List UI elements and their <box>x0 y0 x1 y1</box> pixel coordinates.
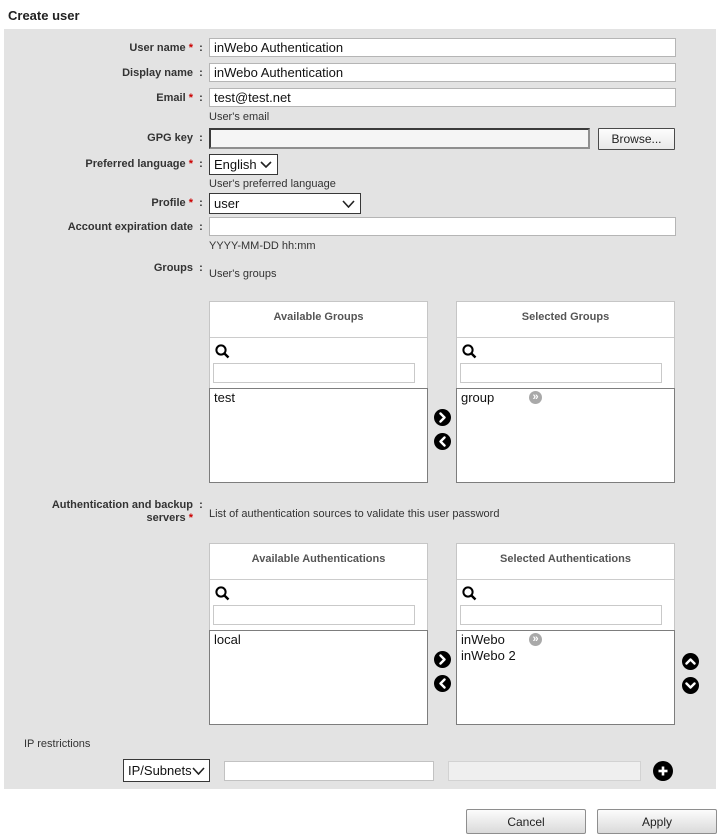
gpg-key-row <box>4 128 716 150</box>
list-item-label: inWebo 2 <box>461 648 516 663</box>
page-title: Create user <box>8 8 80 23</box>
available-groups-listbox[interactable] <box>209 388 428 483</box>
user-name-label: User name * <box>129 42 193 54</box>
label-colon: : <box>199 221 203 233</box>
form-actions <box>0 809 717 834</box>
move-left-button[interactable] <box>434 433 451 450</box>
move-left-button[interactable] <box>434 675 451 692</box>
groups-move-buttons <box>428 301 456 483</box>
required-marker: * <box>188 158 193 170</box>
available-authentications-listbox[interactable] <box>209 630 428 725</box>
email-helper: User's email <box>209 111 270 123</box>
move-right-button[interactable] <box>434 409 451 426</box>
auth-servers-helper: List of authentication sources to validate this user password <box>209 508 500 520</box>
available-authentications-panel <box>209 543 428 725</box>
profile-select[interactable] <box>209 193 361 214</box>
required-marker: * <box>188 42 193 54</box>
label-colon: : <box>199 42 203 54</box>
selected-authentications-listbox[interactable] <box>456 630 675 725</box>
available-groups-search-input[interactable] <box>213 363 415 383</box>
search-icon <box>214 585 231 602</box>
search-icon <box>461 343 478 360</box>
auth-servers-row <box>4 495 716 525</box>
ip-restriction-type-value: IP/Subnets <box>128 763 192 778</box>
profile-value: user <box>214 196 240 211</box>
label-colon: : <box>199 67 203 79</box>
move-up-button[interactable] <box>682 653 699 670</box>
user-name-input[interactable] <box>209 38 676 57</box>
groups-label: Groups <box>153 262 193 274</box>
browse-button[interactable]: Browse... <box>598 128 675 150</box>
display-name-row <box>4 63 716 82</box>
available-authentications-search-input[interactable] <box>213 605 415 625</box>
ip-restrictions-row <box>123 759 716 782</box>
preferred-language-value: English <box>214 157 257 172</box>
groups-row <box>4 258 716 280</box>
required-marker: * <box>188 92 193 104</box>
label-colon: : <box>199 262 203 274</box>
auth-picker <box>209 543 716 725</box>
move-down-button[interactable] <box>682 677 699 694</box>
selected-groups-title: Selected Groups <box>457 302 674 338</box>
move-right-button[interactable] <box>434 651 451 668</box>
profile-label: Profile * <box>151 197 193 209</box>
selected-groups-panel <box>456 301 675 483</box>
ip-restriction-type-select[interactable] <box>123 759 210 782</box>
list-item[interactable] <box>457 647 674 663</box>
gpg-key-label: GPG key <box>147 132 193 144</box>
preferred-language-select[interactable] <box>209 154 278 175</box>
account-expiration-label: Account expiration date <box>67 221 193 233</box>
account-expiration-helper: YYYY-MM-DD hh:mm <box>209 240 316 252</box>
chevron-down-icon <box>192 767 205 775</box>
label-colon: : <box>199 197 203 209</box>
display-name-label: Display name <box>122 67 193 79</box>
account-expiration-input[interactable] <box>209 217 676 236</box>
selected-authentications-search-input[interactable] <box>460 605 662 625</box>
double-chevron-badge: » <box>529 391 542 404</box>
profile-row <box>4 193 716 214</box>
auth-picker-row <box>4 543 716 725</box>
preferred-language-label: Preferred language * <box>85 158 193 170</box>
label-colon: : <box>199 132 203 144</box>
display-name-input[interactable] <box>209 63 676 82</box>
required-marker: * <box>188 512 193 524</box>
ip-restrictions-label: IP restrictions <box>24 738 91 750</box>
email-label: Email * <box>156 92 193 104</box>
selected-authentications-title: Selected Authentications <box>457 544 674 580</box>
label-colon: : <box>199 499 203 511</box>
chevron-down-icon <box>342 200 355 208</box>
required-marker: * <box>188 197 193 209</box>
auth-order-buttons <box>675 543 699 725</box>
add-ip-restriction-button[interactable] <box>653 761 673 781</box>
label-colon: : <box>199 92 203 104</box>
selected-groups-search-input[interactable] <box>460 363 662 383</box>
user-name-row <box>4 38 716 57</box>
email-input[interactable] <box>209 88 676 107</box>
search-icon <box>461 585 478 602</box>
available-groups-title: Available Groups <box>210 302 427 338</box>
create-user-form-panel <box>4 29 716 789</box>
groups-picker-row <box>4 301 716 483</box>
chevron-down-icon <box>260 161 272 168</box>
available-authentications-title: Available Authentications <box>210 544 427 580</box>
list-item[interactable] <box>457 631 674 647</box>
list-item-label: group <box>461 390 495 405</box>
search-icon <box>214 343 231 360</box>
account-expiration-row <box>4 217 716 252</box>
list-item-label: inWebo <box>461 632 505 647</box>
email-row <box>4 88 716 123</box>
apply-button[interactable]: Apply <box>597 809 717 834</box>
available-groups-panel <box>209 301 428 483</box>
selected-authentications-panel <box>456 543 675 725</box>
preferred-language-helper: User's preferred language <box>209 178 336 190</box>
selected-groups-listbox[interactable] <box>456 388 675 483</box>
cancel-button[interactable]: Cancel <box>466 809 586 834</box>
label-colon: : <box>199 158 203 170</box>
preferred-language-row <box>4 154 716 190</box>
list-item[interactable] <box>210 631 427 647</box>
list-item-label: local <box>214 632 241 647</box>
list-item-label: test <box>214 390 235 405</box>
list-item[interactable] <box>457 389 674 405</box>
groups-picker <box>209 301 716 483</box>
auth-servers-label: Authentication and backup servers * <box>51 499 193 524</box>
gpg-key-file-input[interactable] <box>209 128 590 149</box>
ip-restriction-value-input[interactable] <box>224 761 434 781</box>
list-item[interactable] <box>210 389 427 405</box>
auth-move-buttons <box>428 543 456 725</box>
ip-restriction-secondary-input <box>448 761 641 781</box>
double-chevron-badge: » <box>529 633 542 646</box>
groups-helper: User's groups <box>209 268 277 280</box>
